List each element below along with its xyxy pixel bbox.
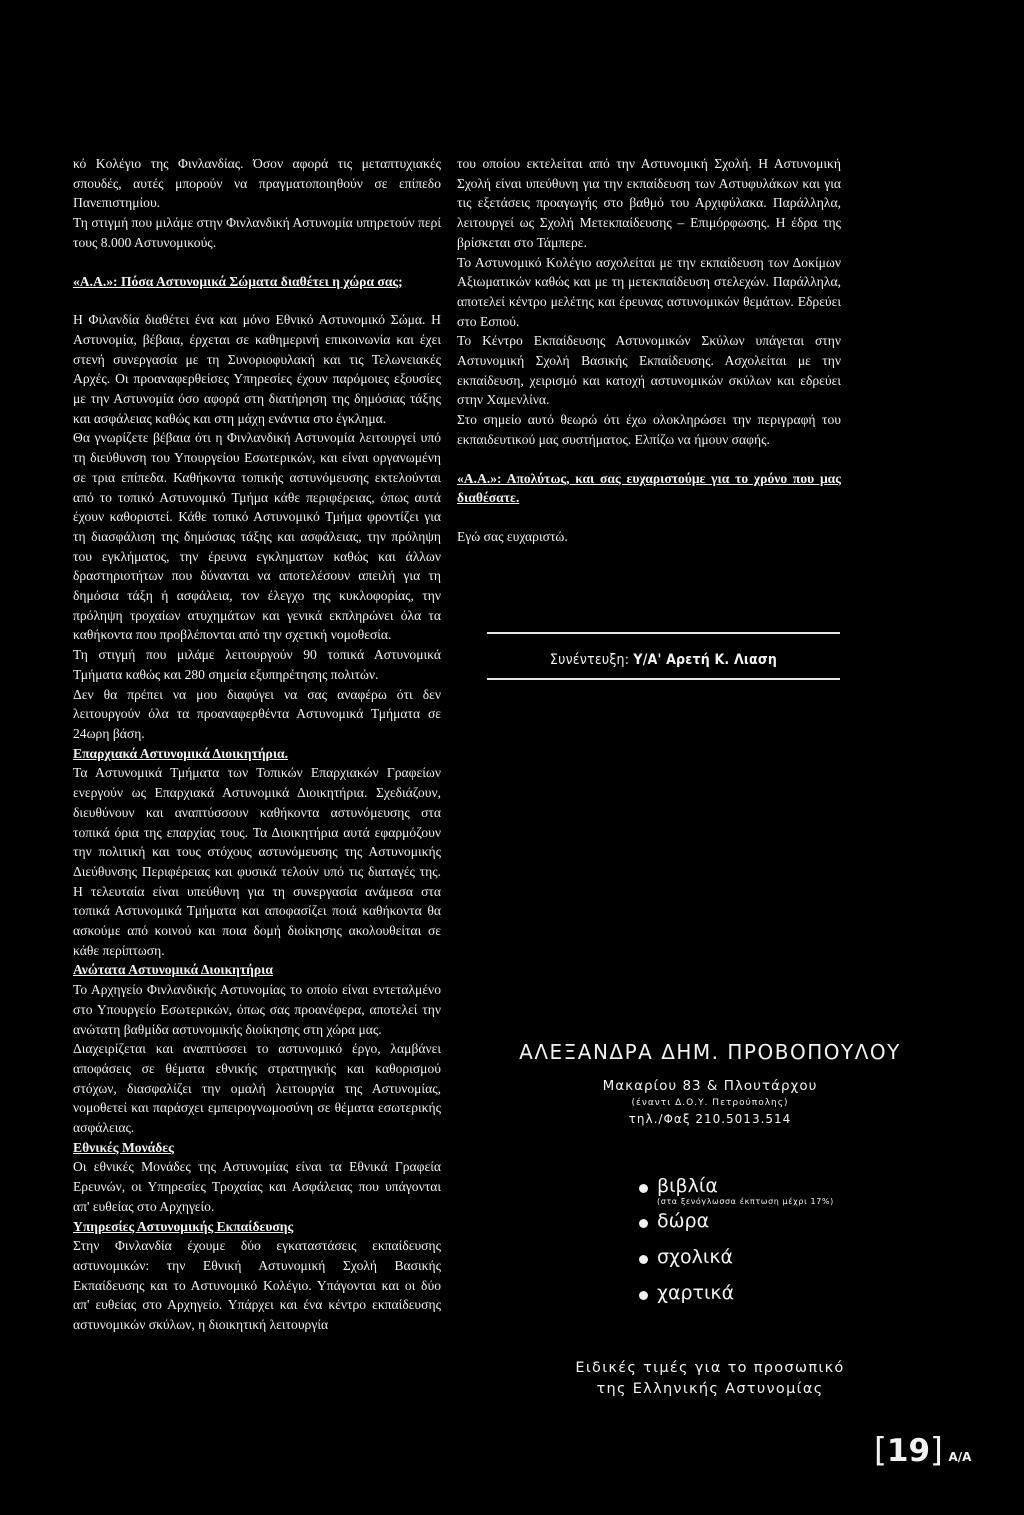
section-heading: Υπηρεσίες Αστυνομικής Εκπαίδευσης: [73, 1218, 294, 1234]
divider-top: [487, 632, 840, 634]
paragraph: Τη στιγμή που μιλάμε στην Φινλανδική Αστυνομία υπηρετούν περί τους 8.000 Αστυνομικούς.: [73, 215, 441, 250]
byline: [487, 652, 840, 668]
left-column: [73, 154, 441, 1335]
paragraph: Η Φιλανδία διαθέτει ένα και μόνο Εθνικό Αστυνομικό Σώμα. Η Αστυνομία, βέβαια, έρχεται σε καθημερινή επικοινωνία και έχει στενή συνεργασία με τη Συνοριοφυλακή και τις Τελωνειακές Αρχές. Οι προαναφερθείσες Υπηρεσίες έχουν παρόμοιες εξουσίες με την Αστυνομία όσο αφορά στη διατήρηση της δημόσιας τάξης και ασφάλειας καθώς και στη μάχη ενάντια στο έγκλημα.: [73, 312, 441, 426]
section-heading: Εθνικές Μονάδες: [73, 1139, 174, 1155]
paragraph: κό Κολέγιο της Φινλανδίας. Όσον αφορά τις μεταπτυχιακές σπουδές, αυτές μπορούν να πραγματοποιηθούν σε επίπεδο Πανεπιστημίου.: [73, 156, 441, 211]
section-heading: Ανώτατα Αστυνομικά Διοικητήρια: [73, 962, 273, 978]
special-prices-note: Ειδικές τιμές για το προσωπικό της Ελληνικής Αστυνομίας: [575, 1360, 845, 1397]
list-item: σχολικά: [639, 1246, 834, 1268]
paragraph: Δεν θα πρέπει να μου διαφύγει να σας αναφέρω ότι δεν λειτουργούν όλα τα προαναφερθέντα Αστυνομικά Τμήματα σε 24ωρη βάση.: [73, 686, 441, 741]
paragraph: του οποίου εκτελείται από την Αστυνομική Σχολή. Η Αστυνομική Σχολή είναι υπεύθυνη για την εκπαίδευση των Αστυφυλάκων και για τις εξετάσεις προαγωγής στο βαθμό του Αρχιφύλακα. Παράλληλα, λειτουργεί ως Σχολή Μετεκπαίδευσης – Επιμόρφωσης. Η έδρα της βρίσκεται στο Τάμπερε.: [457, 156, 841, 250]
byline-label: Συνέντευξη:: [549, 652, 630, 668]
shop-landmark: (έναντι Δ.Ο.Υ. Πετρούπολης): [631, 1098, 789, 1108]
right-column: [457, 154, 841, 547]
closing-line: Εγώ σας ευχαριστώ.: [457, 528, 568, 544]
paragraph: Στην Φινλανδία έχουμε δύο εγκαταστάσεις εκπαίδευσης αστυνομικών: την Εθνική Αστυνομική Σχολή Βασικής Εκπαίδευσης και το Αστυνομικό Κολέγιο. Υπάγονται και οι δύο απ' ευθείας στο Αρχηγείο. Υπάρχει και ένα κέντρο εκπαίδευσης αστυνομικών σκύλων, η διοικητική λειτουργία: [73, 1238, 441, 1333]
product-list: [639, 1175, 834, 1304]
bookshop-advert: [495, 1040, 925, 1397]
paragraph: Τα Αστυνομικά Τμήματα των Τοπικών Επαρχιακών Γραφείων ενεργούν ως Επαρχιακά Αστυνομικά Διοικητήρια. Σχεδιάζουν, διευθύνουν και αναπτύσσουν καθήκοντα αστυνόμευσης στα τοπικά όρια της επαρχίας τους. Τα Διοικητήρια αυτά εφαρμόζουν την πολιτική και τους στόχους αστυνόμευσης της Αστυνομικής Διεύθυνσης Περιφέρειας και φυσικά τελούν υπό τις διαταγές της. Η τελευταία είναι υπεύθυνη για τη συνεργασία ανάμεσα στα τοπικά Αστυνομικά Τμήματα και αποφασίζει ποιά καθήκοντα θα ασκούμε από κοινού και ποια δομή διοίκησης ακολουθείται σε κάθε περίπτωση.: [73, 765, 441, 958]
discount-note: (στα ξενόγλωσσα έκπτωση μέχρι 17%): [657, 1197, 834, 1206]
paragraph: Τη στιγμή που μιλάμε λειτουργούν 90 τοπικά Αστυνομικά Τμήματα καθώς και 280 σημεία εξυπηρέτησης πολιτών.: [73, 647, 441, 682]
list-item: βιβλία (στα ξενόγλωσσα έκπτωση μέχρι 17%): [639, 1175, 834, 1206]
page-number-value: 19: [886, 1433, 931, 1469]
paragraph: Στο σημείο αυτό θεωρώ ότι έχω ολοκληρώσει την περιγραφή του εκπαιδευτικού μας συστήματος. Ελπίζω να ήμουν σαφής.: [457, 412, 841, 447]
shop-owner-name: ΑΛΕΞΑΝΔΡΑ ΔΗΜ. ΠΡΟΒΟΠΟΥΛΟΥ: [519, 1040, 901, 1064]
page-number: [19] A/A: [874, 1430, 972, 1469]
paragraph: Το Αστυνομικό Κολέγιο ασχολείται με την εκπαίδευση των Δοκίμων Αξιωματικών καθώς και με τη μετεκπαίδευση στελεχών. Παράλληλα, αποτελεί κέντρο μελέτης και έρευνας αστυνομικών θεμάτων. Εδρεύει στο Εσπού.: [457, 254, 841, 329]
list-item: χαρτικά: [639, 1282, 834, 1304]
paragraph: Θα γνωρίζετε βέβαια ότι η Φινλανδική Αστυνομία λειτουργεί υπό τη διεύθυνση του Υπουργείου Εσωτερικών, και είναι οργανωμένη σε τρια επίπεδα. Καθήκοντα τοπικής αστυνόμευσης εκτελούνται από το τοπικό Αστυνομικό Τμήμα κάθε περιφέρειας, όπως αυτά έχουν καθοριστεί. Κάθε τοπικό Αστυνομικό Τμήμα φροντίζει για τη διασφάλιση της δημόσιας τάξης και ασφάλειας, την πρόληψη του εγκλήματος, την έρευνα εγκληματων καθώς και άλλων δραστηριοτήτων που δύνανται να αποτελέσουν απειλή για τη δημόσια τάξη ή ασφάλεια, τον έλεγχο της κυκλοφορίας, την πρόληψη τροχαίων ατυχημάτων και γενικά εκπληρώνει όλα τα καθήκοντα που προβλέπονται από την σχετική νομοθεσία.: [73, 430, 441, 643]
interview-question: «Α.Α.»: Πόσα Αστυνομικά Σώματα διαθέτει η χώρα σας;: [73, 273, 403, 289]
byline-name: Υ/Α' Αρετή Κ. Λιαση: [633, 652, 778, 668]
shop-phone: τηλ./Φαξ 210.5013.514: [628, 1112, 792, 1126]
shop-address: Μακαρίου 83 & Πλουτάρχου: [602, 1078, 818, 1094]
section-tag: A/A: [948, 1450, 972, 1464]
interview-question: «Α.Α.»: Απολύτως, και σας ευχαριστούμε για το χρόνο που μας διαθέσατε.: [457, 470, 841, 506]
divider-bottom: [487, 678, 840, 680]
paragraph: Οι εθνικές Μονάδες της Αστυνομίας είναι τα Εθνικά Γραφεία Ερευνών, οι Υπηρεσίες Τροχαίας και Ασφάλειας που υπάγονται απ' ευθείας στο Αρχηγείο.: [73, 1159, 441, 1214]
section-heading: Επαρχιακά Αστυνομικά Διοικητήρια.: [73, 745, 289, 761]
list-item: δώρα: [639, 1210, 834, 1232]
paragraph: Το Αρχηγείο Φινλανδικής Αστυνομίας το οποίο είναι εντεταλμένο στο Υπουργείο Εσωτερικών, όπως σας προανέφερα, αποτελεί την ανώτατη βαθμίδα αστυνομικής διοίκησης στη χώρα μας.: [73, 982, 441, 1037]
paragraph: Διαχειρίζεται και αναπτύσσει το αστυνομικό έργο, λαμβάνει αποφάσεις σε θέματα εθνικής στρατηγικής και καθορισμού στόχων, διασφαλίζει την ομαλή λειτουργία της Αστυνομίας, νομοθετεί και παράσχει εμπειρογνωμοσύνη σε θέματα εσωτερικής ασφάλειας.: [73, 1041, 441, 1136]
paragraph: Το Κέντρο Εκπαίδευσης Αστυνομικών Σκύλων υπάγεται στην Αστυνομική Σχολή Βασικής Εκπαίδευσης. Ασχολείται με την εκπαίδευση, χειρισμό και κατοχή αστυνομικών σκύλων και εδρεύει στην Χαμενλίνα.: [457, 333, 841, 408]
